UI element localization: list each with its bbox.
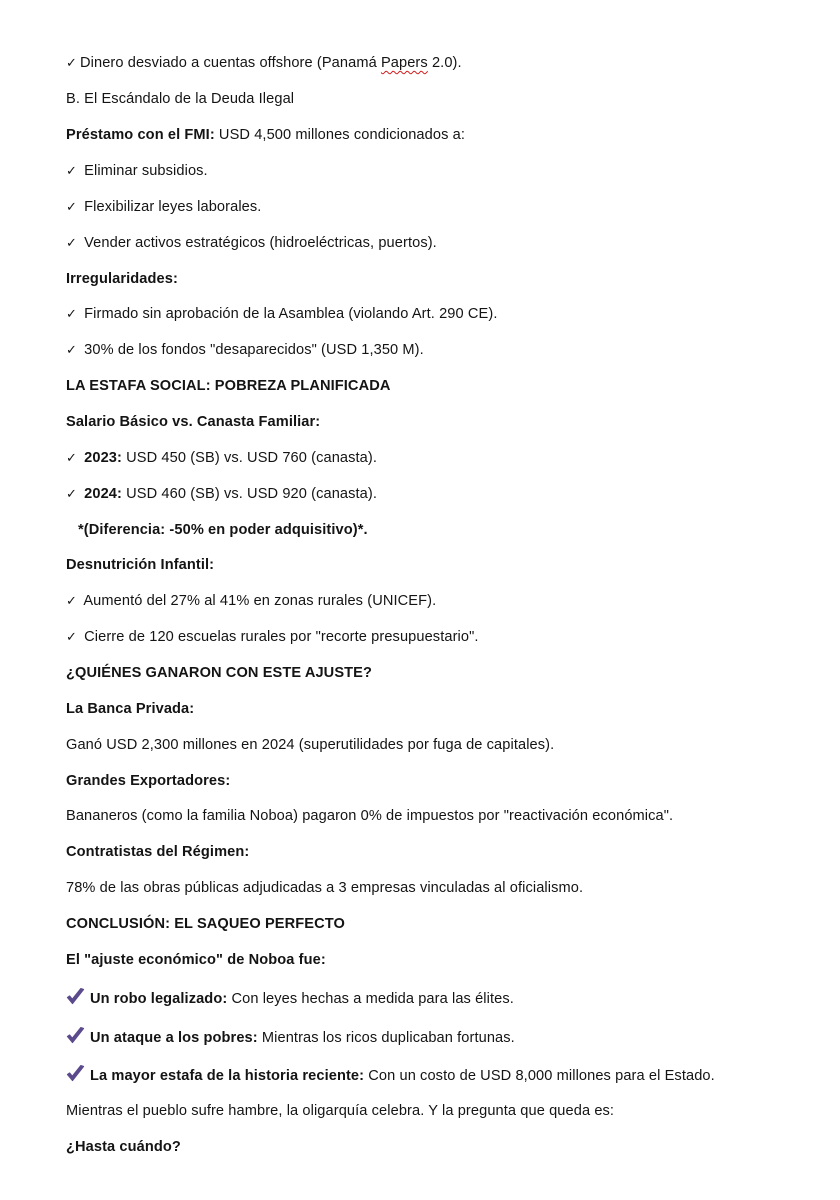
conclusion-item xyxy=(66,988,514,1009)
list-item-text: Aumentó del 27% al 41% en zonas rurales (UNICEF). xyxy=(80,593,437,609)
check-mark-icon: ✓ xyxy=(66,342,77,357)
offshore-text-end: 2.0). xyxy=(427,55,462,71)
list-item xyxy=(66,197,261,217)
list-item xyxy=(66,340,424,360)
conclusion-item-text: Con leyes hechas a medida para las élites. xyxy=(227,991,514,1007)
list-item xyxy=(66,304,497,324)
check-mark-icon: ✓ xyxy=(66,450,77,465)
offshore-text-start: Dinero desviado a cuentas offshore (Panamá xyxy=(80,55,381,71)
list-item xyxy=(66,591,436,611)
list-item xyxy=(66,233,437,253)
year-label: 2023: xyxy=(80,450,122,466)
check-mark-icon: ✓ xyxy=(66,629,77,644)
check-mark-icon: ✓ xyxy=(66,199,77,214)
conclusion-item xyxy=(66,1065,715,1086)
offshore-line xyxy=(66,53,462,73)
list-item-text: Firmado sin aprobación de la Asamblea (violando Art. 290 CE). xyxy=(80,306,498,322)
list-item-text: USD 450 (SB) vs. USD 760 (canasta). xyxy=(121,450,378,466)
check-mark-icon: ✓ xyxy=(66,235,77,250)
list-item-text: USD 460 (SB) vs. USD 920 (canasta). xyxy=(121,486,378,502)
check-mark-icon: ✓ xyxy=(66,486,77,501)
who-won-heading: ¿QUIÉNES GANARON CON ESTE AJUSTE? xyxy=(66,665,373,681)
list-item-text: Cierre de 120 escuelas rurales por "recorte presupuestario". xyxy=(80,629,479,645)
adjustment-heading: El "ajuste económico" de Noboa fue: xyxy=(66,952,326,968)
contractors-heading: Contratistas del Régimen: xyxy=(66,844,250,860)
check-mark-icon: ✓ xyxy=(66,163,77,178)
fmi-loan-text: USD 4,500 millones condicionados a: xyxy=(214,127,465,143)
exporters-text: Bananeros (como la familia Noboa) pagaron 0% de impuestos por "reactivación económica". xyxy=(66,808,674,824)
purchasing-power-note: *(Diferencia: -50% en poder adquisitivo)*. xyxy=(78,522,368,538)
conclusion-item-label: Un ataque a los pobres: xyxy=(90,1030,258,1046)
closing-question: ¿Hasta cuándo? xyxy=(66,1139,181,1155)
exporters-heading: Grandes Exportadores: xyxy=(66,773,231,789)
check-mark-icon: ✓ xyxy=(66,593,77,608)
salary-basket-heading: Salario Básico vs. Canasta Familiar: xyxy=(66,414,321,430)
fmi-loan-label: Préstamo con el FMI: xyxy=(66,127,215,143)
closing-paragraph: Mientras el pueblo sufre hambre, la oligarquía celebra. Y la pregunta que queda es: xyxy=(66,1103,615,1119)
check-mark-icon: ✓ xyxy=(66,306,77,321)
private-banks-heading: La Banca Privada: xyxy=(66,701,195,717)
heavy-check-mark-icon xyxy=(66,1027,90,1045)
misspelled-word[interactable]: Papers xyxy=(380,55,428,71)
list-item-text: Flexibilizar leyes laborales. xyxy=(80,199,262,215)
section-b-heading: B. El Escándalo de la Deuda Ilegal xyxy=(66,91,295,107)
social-scam-heading: LA ESTAFA SOCIAL: POBREZA PLANIFICADA xyxy=(66,378,391,394)
heavy-check-mark-icon xyxy=(66,1065,90,1083)
heavy-check-mark-icon xyxy=(66,988,90,1006)
list-item-text: Vender activos estratégicos (hidroeléctricas, puertos). xyxy=(80,235,437,251)
list-item-text: Eliminar subsidios. xyxy=(80,163,208,179)
conclusion-item-text: Con un costo de USD 8,000 millones para el Estado. xyxy=(364,1068,715,1084)
private-banks-text: Ganó USD 2,300 millones en 2024 (superutilidades por fuga de capitales). xyxy=(66,737,555,753)
list-item xyxy=(66,484,377,504)
list-item-text: 30% de los fondos "desaparecidos" (USD 1,350 M). xyxy=(80,342,424,358)
contractors-text: 78% de las obras públicas adjudicadas a 3 empresas vinculadas al oficialismo. xyxy=(66,880,584,896)
conclusion-item xyxy=(66,1027,515,1048)
conclusion-heading: CONCLUSIÓN: EL SAQUEO PERFECTO xyxy=(66,916,345,932)
malnutrition-heading: Desnutrición Infantil: xyxy=(66,557,215,573)
irregularities-heading: Irregularidades: xyxy=(66,271,178,287)
list-item xyxy=(66,627,479,647)
conclusion-item-label: Un robo legalizado: xyxy=(90,991,228,1007)
fmi-loan-line xyxy=(66,125,465,145)
conclusion-item-label: La mayor estafa de la historia reciente: xyxy=(90,1068,365,1084)
check-mark-icon: ✓ xyxy=(66,55,77,70)
list-item xyxy=(66,161,208,181)
list-item xyxy=(66,448,377,468)
year-label: 2024: xyxy=(80,486,122,502)
conclusion-item-text: Mientras los ricos duplicaban fortunas. xyxy=(257,1030,515,1046)
